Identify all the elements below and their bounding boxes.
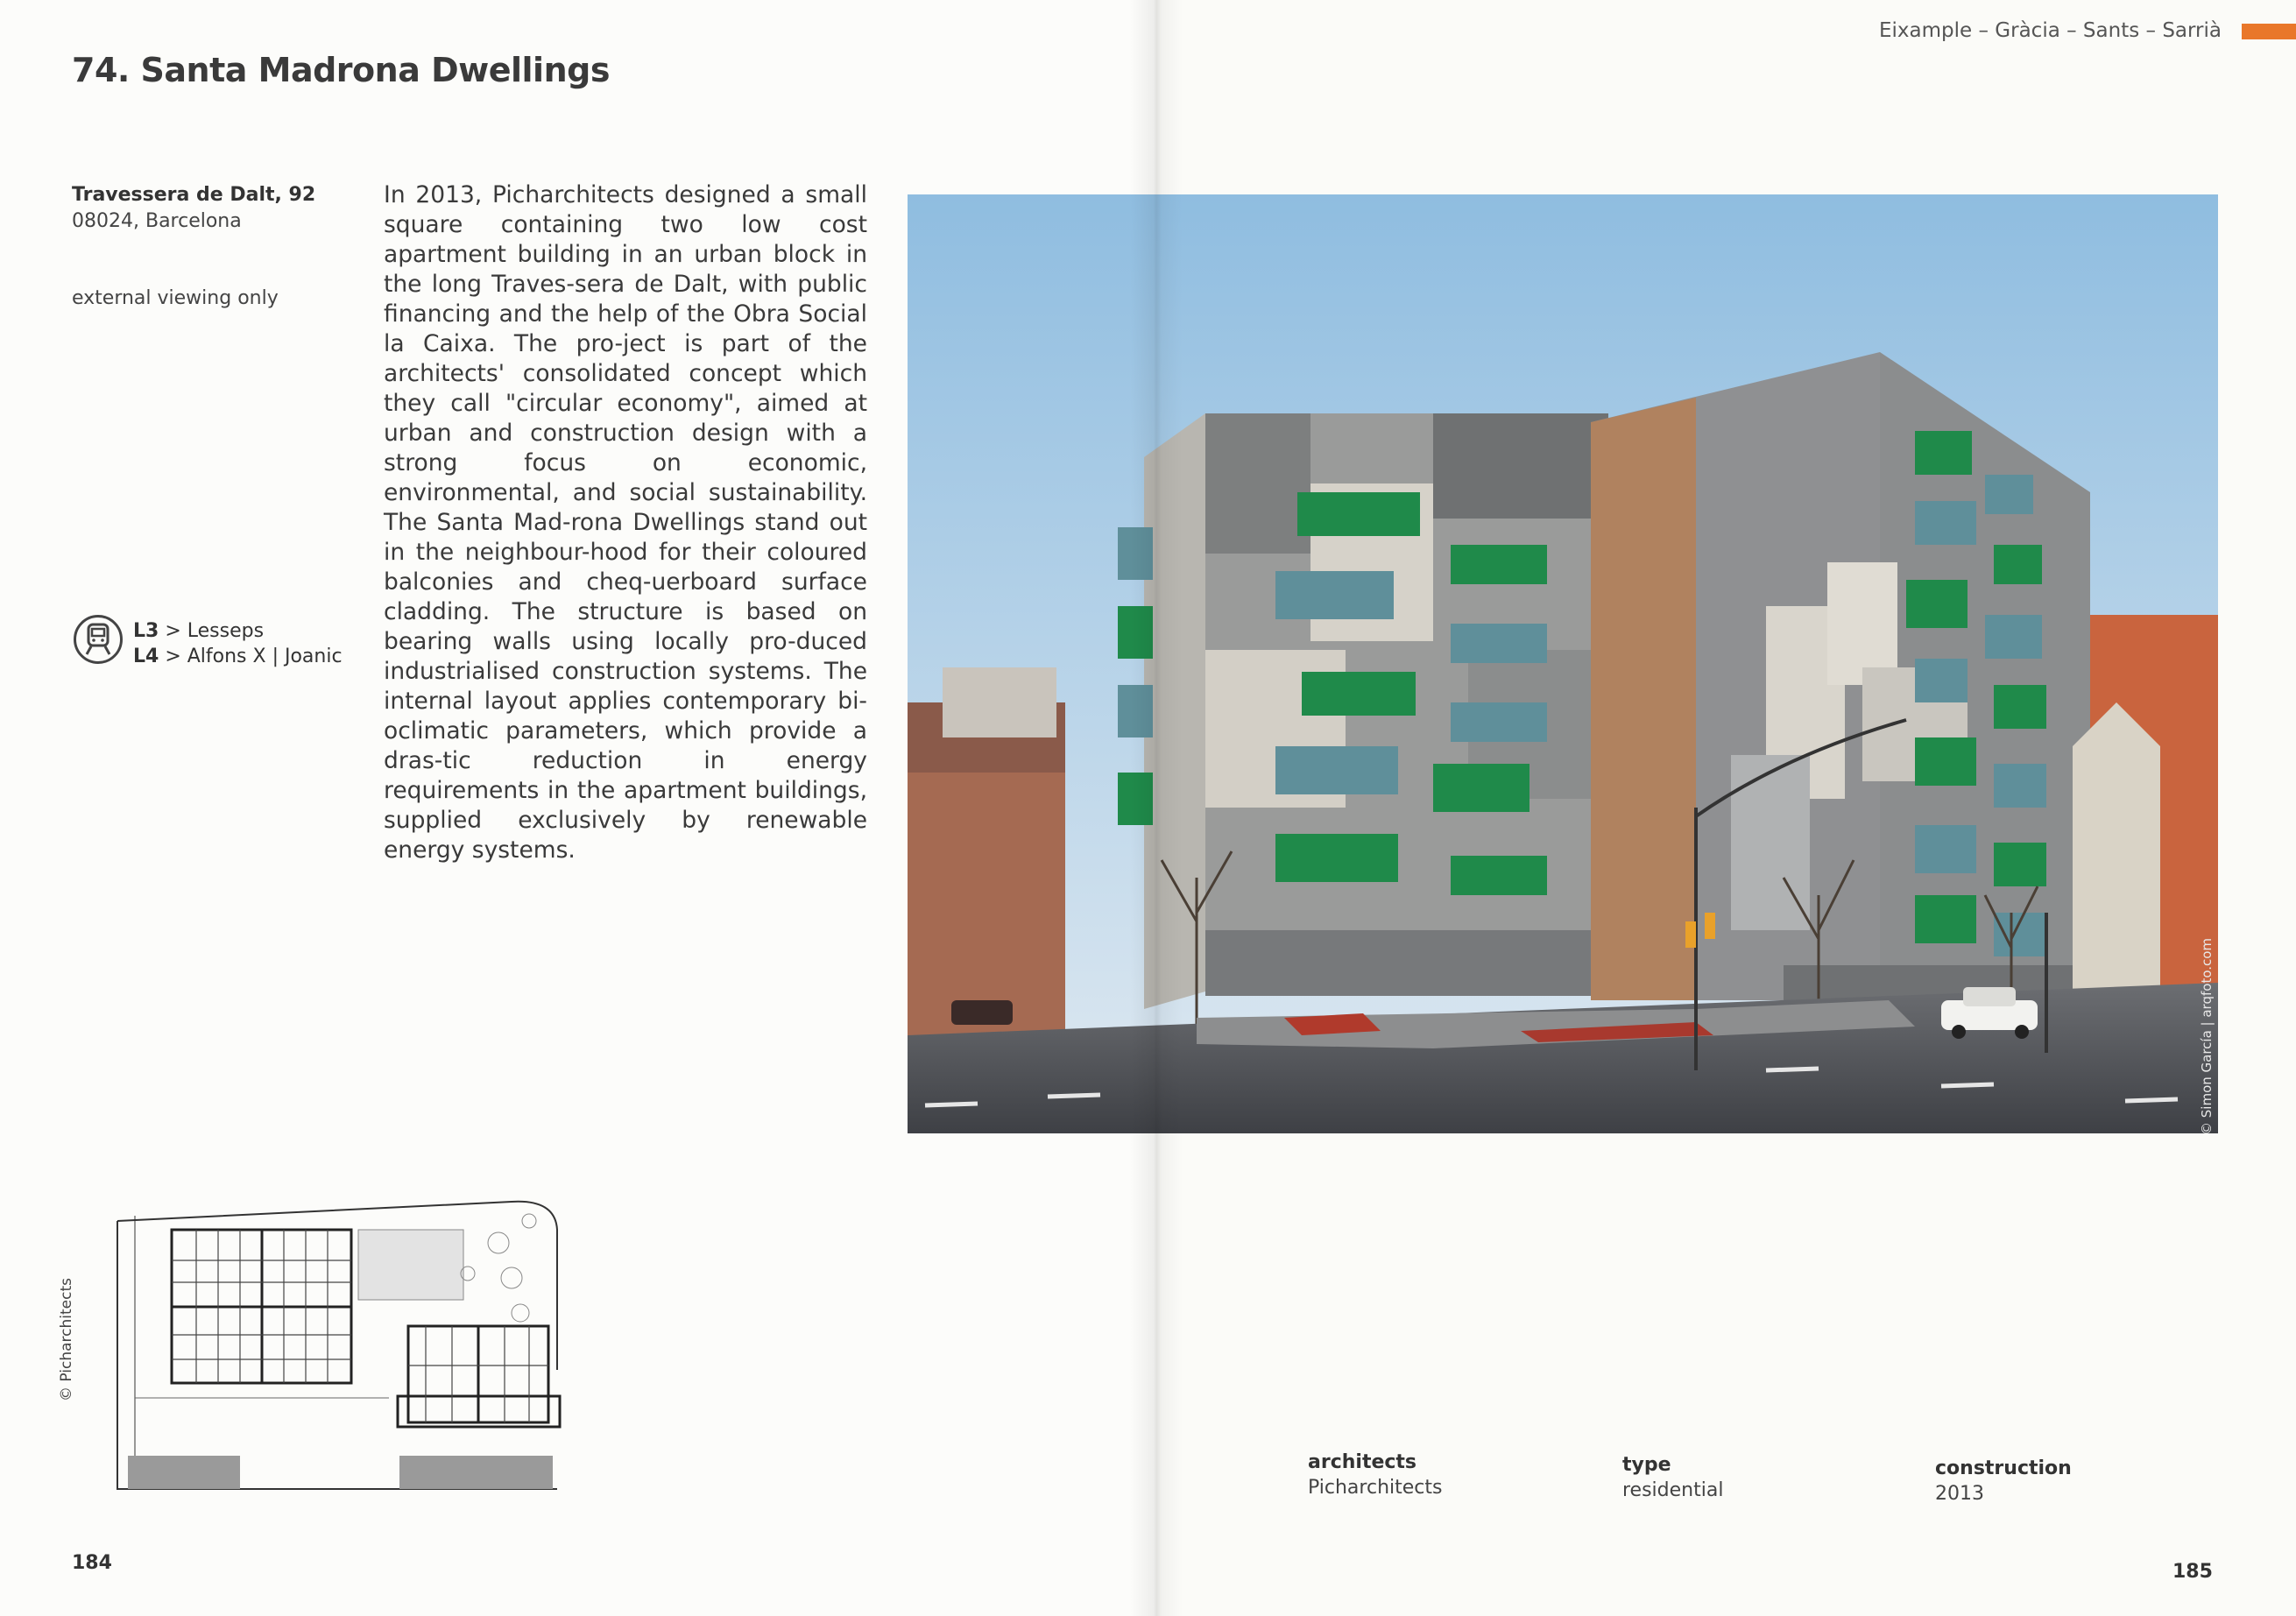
train-icon	[82, 622, 114, 657]
photo-credit: © Simon García | arqfoto.com	[2199, 937, 2215, 1135]
page-number-left: 184	[72, 1552, 112, 1574]
metro-line-2	[133, 646, 343, 667]
page-number-right: 185	[2172, 1561, 2213, 1583]
construction-value: 2013	[1935, 1483, 1984, 1505]
viewing-note: external viewing only	[72, 287, 279, 309]
floor-plan-drawing	[109, 1195, 564, 1493]
metro-line-1-code: L3	[133, 620, 159, 642]
address-street: Travessera de Dalt, 92	[72, 184, 316, 206]
architects-value: Picharchitects	[1308, 1477, 1443, 1499]
plan-credit: © Picharchitects	[58, 1278, 75, 1401]
section-color-tab	[2242, 24, 2296, 39]
book-gutter	[1130, 0, 1183, 1616]
architects-label: architects	[1308, 1451, 1417, 1473]
metro-line-2-code: L4	[133, 646, 159, 667]
metro-icon	[74, 615, 123, 664]
page-title: 74. Santa Madrona Dwellings	[72, 51, 610, 89]
type-label: type	[1622, 1454, 1671, 1476]
metro-line-1	[133, 620, 264, 642]
construction-label: construction	[1935, 1457, 2072, 1479]
body-text: In 2013, Picharchitects designed a small square containing two low cost apartment building in an urban block in the long Traves-sera de Dalt, with public financing and the help of the Obra Social la Caixa. The pro-ject is part of the architects' consolidated concept which they call "circular economy", aimed at urban and construction design with a strong focus on economic, environmental, and social sustainability. The Santa Mad-rona Dwellings stand out in the neighbour-hood for their coloured balconies and cheq-uerboard surface cladding. The structure is based on bearing walls using locally pro-duced industrialised construction systems. The internal layout applies contemporary bi-oclimatic parameters, which provide a dras-tic reduction in energy requirements in the apartment buildings, supplied exclusively by renewable energy systems.	[384, 181, 867, 864]
breadcrumb: Eixample – Gràcia – Sants – Sarrià	[1879, 19, 2222, 42]
metro-line-1-stop: > Lesseps	[159, 620, 265, 642]
type-value: residential	[1622, 1479, 1724, 1501]
metro-line-2-stop: > Alfons X | Joanic	[159, 646, 343, 667]
building-photo	[908, 194, 2218, 1133]
address-city: 08024, Barcelona	[72, 210, 242, 232]
